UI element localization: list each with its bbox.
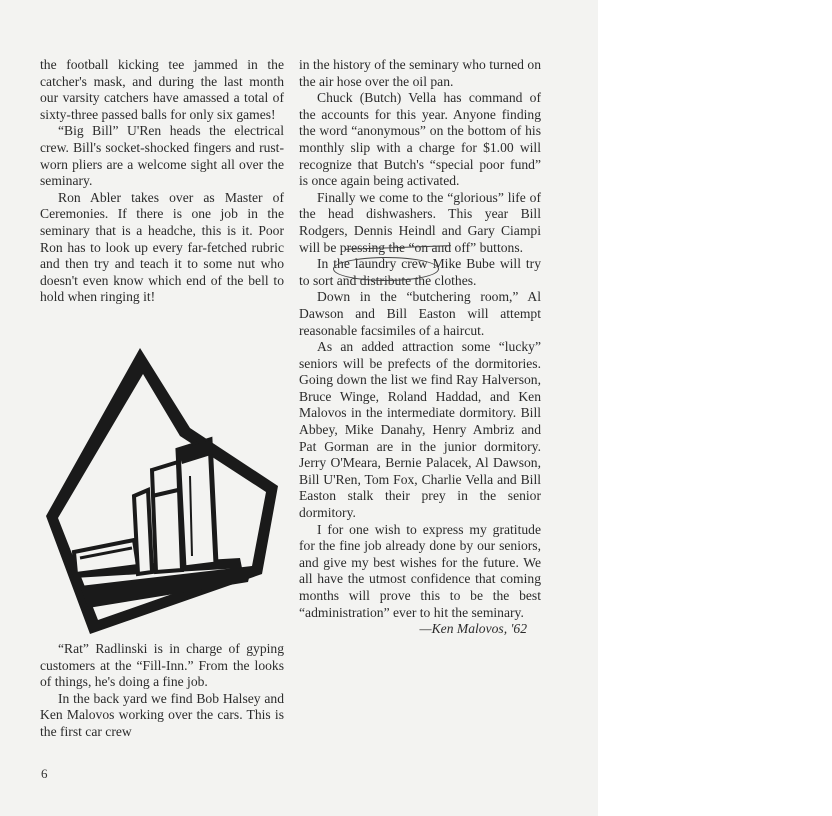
paragraph: Ron Abler takes over as Master of Ceremonies. If there is one job in the seminary that is a headche, this is it. Poor Ron has to look up every far-fetched rubric and then try and teach it to some nut who doesn't even know which end of the bell to hold when ringing it! — [40, 189, 284, 305]
paragraph: in the history of the seminary who turned on the air hose over the oil pan. — [299, 57, 541, 89]
handwritten-circle-mark — [333, 257, 439, 281]
paragraph: “Big Bill” U'Ren heads the electrical crew. Bill's socket-shocked fingers and rust-worn pliers are a welcome sight all over the seminary. — [40, 123, 284, 189]
page-number: 6 — [41, 766, 48, 781]
paragraph: I for one wish to express my gratitude for the fine job already done by our seniors, and give my best wishes for the future. We all have the utmost confidence that coming months will prove this to be the best “administration” ever to hit the seminary. — [299, 521, 541, 620]
paragraph: In the back yard we find Bob Halsey and Ken Malovos working over the cars. This is the first car crew — [40, 690, 284, 739]
books-woodcut-icon — [40, 346, 288, 642]
blank-margin — [598, 0, 832, 816]
left-column-top — [40, 57, 284, 306]
paragraph: Chuck (Butch) Vella has command of the accounts for this year. Anyone finding the word “anonymous” on the bottom of his monthly slip with a charge for $1.00 will recognize that Butch's “special poor fund” is once again being activated. — [299, 90, 541, 189]
signature: —Ken Malovos, '62 — [419, 621, 527, 637]
right-column — [299, 57, 541, 638]
paragraph: As an added attraction some “lucky” seniors will be prefects of the dormitories. Going down the list we find Ray Halverson, Bruce Winge, Roland Haddad, and Ken Malovos in the intermediate dormitory. Bill Abbey, Mike Danahy, Henry Ambriz and Pat Gorman are in the junior dormitory. Jerry O'Meara, Bernie Palacek, Al Dawson, Bill U'Ren, Tom Fox, Charlie Vella and Bill Easton stalk their prey in the senior dormitory. — [299, 339, 541, 521]
paragraph: Finally we come to the “glorious” life of the head dishwashers. This year Bill Rodgers, Dennis Heindl and Gary Ciampi will be pressing the “on and off” buttons. — [299, 189, 541, 255]
left-column-bottom — [40, 641, 284, 741]
paragraph: Down in the “butchering room,” Al Dawson and Bill Easton will attempt reasonable facsimiles of a haircut. — [299, 289, 541, 338]
paragraph: In the laundry crew Mike Bube will try to sort and distribute the clothes. — [299, 256, 541, 288]
paragraph: the football kicking tee jammed in the catcher's mask, and during the last month our varsity catchers have amassed a total of sixty-three passed balls for only six games! — [40, 57, 284, 122]
paragraph: “Rat” Radlinski is in charge of gyping customers at the “Fill-Inn.” From the looks of things, he's doing a fine job. — [40, 641, 284, 690]
